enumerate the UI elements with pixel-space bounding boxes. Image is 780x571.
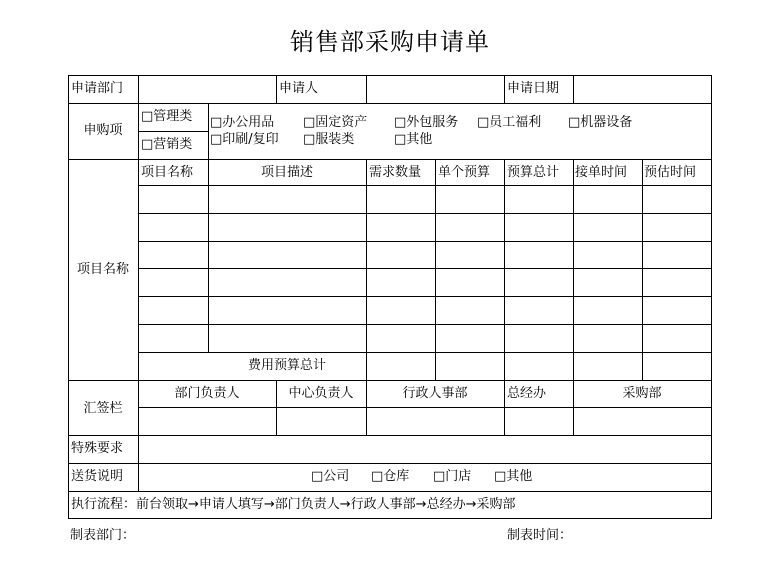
footer-dept-label: 制表部门： bbox=[70, 528, 136, 543]
checkbox-office-supplies[interactable]: □办公用品 bbox=[210, 115, 275, 130]
purchase-item-label: 申购项 bbox=[83, 123, 123, 138]
grid-line bbox=[138, 324, 711, 325]
grid-line bbox=[138, 185, 711, 186]
grid-line bbox=[435, 159, 436, 380]
grid-line bbox=[68, 463, 711, 464]
checkbox-other[interactable]: □其他 bbox=[394, 132, 433, 147]
delivery-company[interactable]: □公司 bbox=[311, 469, 350, 484]
special-field[interactable] bbox=[139, 436, 711, 463]
checkbox-outsourcing[interactable]: □外包服务 bbox=[394, 115, 459, 130]
col-project-name: 项目名称 bbox=[141, 165, 194, 180]
checkbox-printing[interactable]: □印刷/复印 bbox=[210, 132, 279, 147]
grid-line bbox=[138, 268, 711, 269]
signoff-dept-head: 部门负责人 bbox=[174, 386, 240, 401]
col-estimated-time: 预估时间 bbox=[644, 165, 697, 180]
special-label: 特殊要求 bbox=[71, 441, 124, 456]
signoff-purchasing: 采购部 bbox=[622, 386, 662, 401]
form-title: 销售部采购申请单 bbox=[290, 28, 490, 56]
checkbox-employee-benefits[interactable]: □员工福利 bbox=[477, 115, 542, 130]
checkbox-clothing[interactable]: □服装类 bbox=[303, 132, 355, 147]
grid-line bbox=[68, 380, 711, 381]
col-unit-budget: 单个预算 bbox=[438, 165, 491, 180]
grid-line bbox=[138, 296, 711, 297]
signoff-gm-office: 总经办 bbox=[507, 386, 547, 401]
delivery-warehouse[interactable]: □仓库 bbox=[371, 469, 410, 484]
delivery-other[interactable]: □其他 bbox=[494, 469, 533, 484]
grid-line bbox=[573, 159, 574, 380]
grid-line bbox=[208, 159, 209, 352]
col-project-desc: 项目描述 bbox=[260, 165, 313, 180]
dept-field[interactable] bbox=[139, 76, 276, 103]
grid-line bbox=[138, 131, 208, 132]
signoff-center-head: 中心负责人 bbox=[288, 386, 354, 401]
footer-time-label: 制表时间： bbox=[507, 528, 573, 543]
checkbox-fixed-assets[interactable]: □固定资产 bbox=[303, 115, 368, 130]
grid-line bbox=[138, 75, 139, 491]
date-field[interactable] bbox=[574, 76, 711, 103]
grid-line bbox=[68, 103, 711, 104]
applicant-field[interactable] bbox=[367, 76, 504, 103]
grid-line bbox=[504, 380, 505, 435]
grid-line bbox=[138, 241, 711, 242]
grid-line bbox=[68, 75, 69, 519]
grid-line bbox=[68, 518, 711, 519]
delivery-label: 送货说明 bbox=[71, 469, 124, 484]
grid-line bbox=[138, 407, 711, 408]
signoff-label: 汇签栏 bbox=[83, 401, 123, 416]
budget-total-label: 费用预算总计 bbox=[247, 358, 326, 373]
delivery-store[interactable]: □门店 bbox=[433, 469, 472, 484]
grid-line bbox=[276, 75, 277, 103]
checkbox-marketing[interactable]: □营销类 bbox=[141, 137, 193, 152]
col-quantity: 需求数量 bbox=[369, 165, 422, 180]
applicant-label: 申请人 bbox=[279, 81, 319, 96]
grid-line bbox=[68, 159, 711, 160]
grid-line bbox=[504, 75, 505, 103]
checkbox-management[interactable]: □管理类 bbox=[141, 109, 193, 124]
grid-line bbox=[711, 75, 712, 519]
grid-line bbox=[138, 352, 711, 353]
col-budget-total: 预算总计 bbox=[507, 165, 560, 180]
grid-line bbox=[208, 103, 209, 159]
grid-line bbox=[642, 159, 643, 380]
date-label: 申请日期 bbox=[507, 81, 560, 96]
grid-line bbox=[138, 213, 711, 214]
grid-line bbox=[68, 491, 711, 492]
process-flow: 执行流程：前台领取→申请人填写→部门负责人→行政人事部→总经办→采购部 bbox=[71, 497, 516, 512]
project-label: 项目名称 bbox=[76, 262, 129, 277]
checkbox-machinery[interactable]: □机器设备 bbox=[568, 115, 633, 130]
grid-line bbox=[504, 159, 505, 380]
col-order-time: 接单时间 bbox=[575, 165, 628, 180]
signoff-admin-hr: 行政人事部 bbox=[402, 386, 468, 401]
grid-line bbox=[366, 159, 367, 380]
dept-label: 申请部门 bbox=[71, 81, 124, 96]
